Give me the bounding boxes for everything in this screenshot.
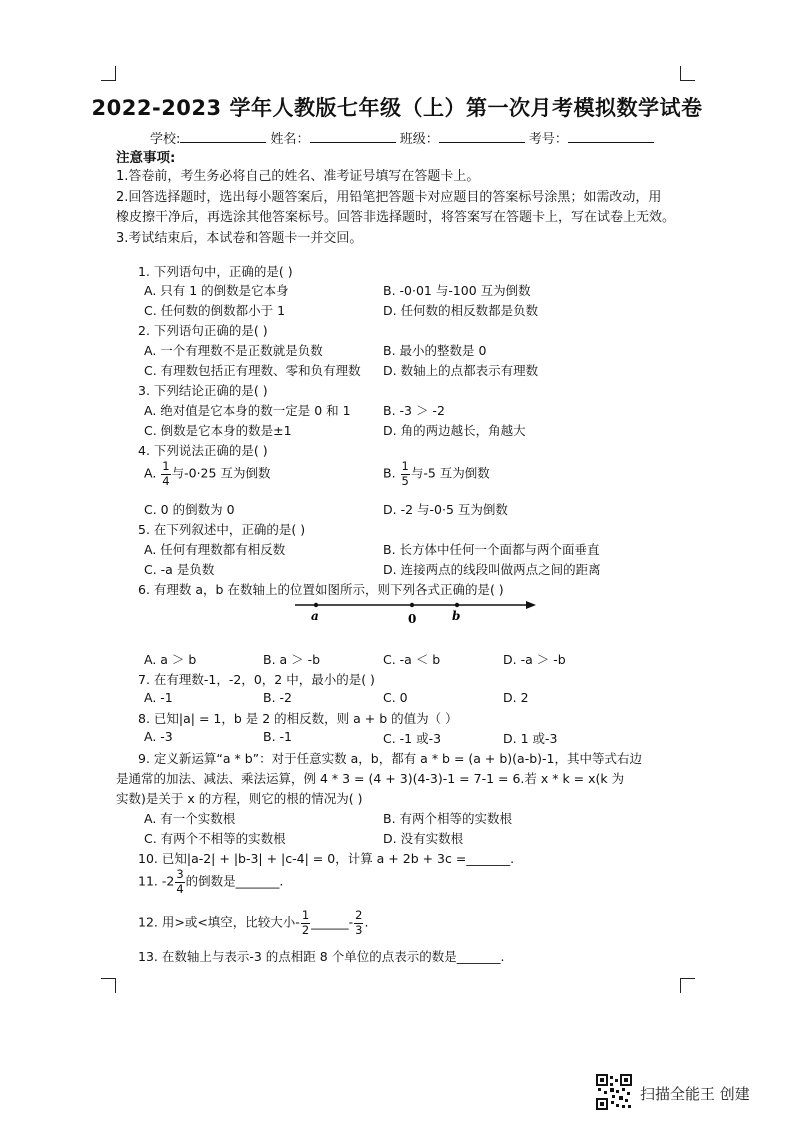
question-4-stem: 4. 下列说法正确的是( ) [138,443,268,458]
exam-number-label: 考号： [528,132,568,147]
question-6-option-d[interactable]: D. -a ＞ -b [503,652,566,667]
question-8-stem: 8. 已知|a| = 1，b 是 2 的相反数，则 a + b 的值为（ ） [138,711,458,726]
page-title: 2022-2023 学年人教版七年级（上）第一次月考模拟数学试卷 [91,96,703,120]
question-9-stem-line: 是通常的加法、减法、乘法运算，例 4 * 3 = (4 + 3)(4-3)-1 = 7-1 = 6.若 x * k = x(k 为 [116,771,625,786]
question-6-stem: 6. 有理数 a，b 在数轴上的位置如图所示，则下列各式正确的是( ) [138,582,504,597]
denominator: 4 [162,473,170,488]
question-4-option-c[interactable]: C. 0 的倒数为 0 [144,502,235,517]
note-item: 1.答卷前，考生务必将自己的姓名、准考证号填写在答题卡上。 [116,169,480,184]
school-label: 学校: [150,132,181,147]
question-2-stem: 2. 下列语句正确的是( ) [138,323,268,338]
question-11 [138,869,283,895]
question-9-option-c[interactable]: C. 有两个不相等的实数根 [144,831,286,846]
question-4-option-a[interactable] [144,461,270,487]
question-12-prefix: 12. 用>或<填空，比较大小- [138,914,300,930]
question-9-stem-line: 9. 定义新运算“a * b”：对于任意实数 a，b，都有 a * b = (a + b)(a-b)-1，其中等式右边 [138,751,642,766]
question-3-option-a[interactable]: A. 绝对值是它本身的数一定是 0 和 1 [144,403,351,418]
question-3-option-d[interactable]: D. 角的两边越长，角越大 [383,423,526,438]
exam-number-blank[interactable] [568,130,654,143]
denominator: 2 [301,922,310,937]
question-1-option-d[interactable]: D. 任何数的相反数都是负数 [383,303,539,318]
question-8-option-b[interactable]: B. -1 [263,729,292,744]
question-12-blank: ______- [311,914,354,930]
question-8-option-d[interactable]: D. 1 或-3 [503,731,558,746]
note-item: 橡皮擦干净后，再选涂其他答案标号。回答非选择题时，将答案写在答题卡上，写在试卷上无效。 [116,210,676,225]
name-blank[interactable] [310,130,396,143]
question-12 [138,910,368,936]
label-zero: 0 [408,612,417,626]
numerator: 1 [301,908,310,922]
point-b [455,603,459,607]
option-letter: B. [383,465,396,481]
fraction [301,910,310,936]
denominator: 4 [176,881,184,896]
question-5-option-c[interactable]: C. -a 是负数 [144,562,215,577]
note-item: 2.回答选择题时，选出每小题答案后，用铅笔把答题卡对应题目的答案标号涂黑；如需改动，用 [116,190,662,205]
question-2-option-c[interactable]: C. 有理数包括正有理数、零和负有理数 [144,363,361,378]
name-label: 姓名： [270,132,310,147]
option-letter: A. [144,465,157,481]
corner-mark-top-right [680,66,695,81]
question-13: 13. 在数轴上与表示-3 的点相距 8 个单位的点表示的数是_______. [138,949,505,964]
qr-code-icon [596,1074,632,1110]
question-2-option-a[interactable]: A. 一个有理数不是正数就是负数 [144,343,323,358]
question-5-option-b[interactable]: B. 长方体中任何一个面都与两个面垂直 [383,542,600,557]
question-6-option-b[interactable]: B. a ＞ -b [263,652,321,667]
denominator: 5 [401,473,409,488]
question-2-option-b[interactable]: B. 最小的整数是 0 [383,343,487,358]
question-3-option-b[interactable]: B. -3 ＞ -2 [383,403,445,418]
question-12-suffix: . [364,914,369,930]
question-1-option-c[interactable]: C. 任何数的倒数都小于 1 [144,303,286,318]
fraction [161,461,170,487]
question-5-stem: 5. 在下列叙述中，正确的是( ) [138,522,306,537]
question-1-option-a[interactable]: A. 只有 1 的倒数是它本身 [144,283,289,298]
denominator: 3 [355,922,363,937]
question-5-option-a[interactable]: A. 任何有理数都有相反数 [144,542,286,557]
student-info-line [150,128,654,147]
question-1-option-b[interactable]: B. -0·01 与-100 互为倒数 [383,283,531,298]
option-text: 与-0·25 互为倒数 [171,465,271,481]
question-9-option-a[interactable]: A. 有一个实数根 [144,811,236,826]
question-9-option-d[interactable]: D. 没有实数根 [383,831,464,846]
corner-mark-bottom-left [101,978,116,993]
question-2-option-d[interactable]: D. 数轴上的点都表示有理数 [383,363,539,378]
question-3-stem: 3. 下列结论正确的是( ) [138,383,268,398]
fraction [354,910,363,936]
corner-mark-bottom-right [680,978,695,993]
question-11-suffix: 的倒数是_______. [185,873,284,889]
question-7-option-c[interactable]: C. 0 [383,690,408,705]
numerator: 2 [355,908,363,922]
class-label: 班级： [399,132,439,147]
numerator: 1 [401,459,409,473]
number-line-arrow [526,601,536,609]
question-11-prefix: 11. -2 [138,873,175,889]
school-blank[interactable] [180,130,266,143]
question-1-stem: 1. 下列语句中，正确的是( ) [138,264,293,279]
corner-mark-top-left [101,66,116,81]
question-7-option-d[interactable]: D. 2 [503,690,529,705]
question-10: 10. 已知|a-2| + |b-3| + |c-4| = 0，计算 a + 2b + 3c =_______. [138,851,515,866]
fraction [401,461,410,487]
question-7-stem: 7. 在有理数-1，-2，0，2 中，最小的是( ) [138,672,375,687]
class-blank[interactable] [439,130,525,143]
question-8-option-c[interactable]: C. -1 或-3 [383,731,442,746]
footer-watermark-text: 扫描全能王 创建 [640,1085,750,1103]
question-4-option-b[interactable] [383,461,490,487]
number-line-figure [290,596,540,630]
question-5-option-d[interactable]: D. 连接两点的线段叫做两点之间的距离 [383,562,601,577]
question-6-option-c[interactable]: C. -a ＜ b [383,652,441,667]
question-9-option-b[interactable]: B. 有两个相等的实数根 [383,811,513,826]
question-9-stem-line: 实数)是关于 x 的方程，则它的根的情况为( ) [116,791,363,806]
fraction [175,869,184,895]
question-8-option-a[interactable]: A. -3 [144,729,173,744]
label-b: b [452,609,461,623]
label-a: a [311,609,319,623]
note-item: 3.考试结束后，本试卷和答题卡一并交回。 [116,231,363,246]
numerator: 3 [176,867,184,881]
question-4-option-d[interactable]: D. -2 与-0·5 互为倒数 [383,502,508,517]
option-text: 与-5 互为倒数 [410,465,490,481]
question-7-option-b[interactable]: B. -2 [263,690,292,705]
question-6-option-a[interactable]: A. a ＞ b [144,652,197,667]
question-3-option-c[interactable]: C. 倒数是它本身的数是±1 [144,423,292,438]
notes-heading: 注意事项: [116,150,176,166]
point-zero [410,603,414,607]
point-a [314,603,318,607]
numerator: 1 [162,459,170,473]
question-7-option-a[interactable]: A. -1 [144,690,173,705]
